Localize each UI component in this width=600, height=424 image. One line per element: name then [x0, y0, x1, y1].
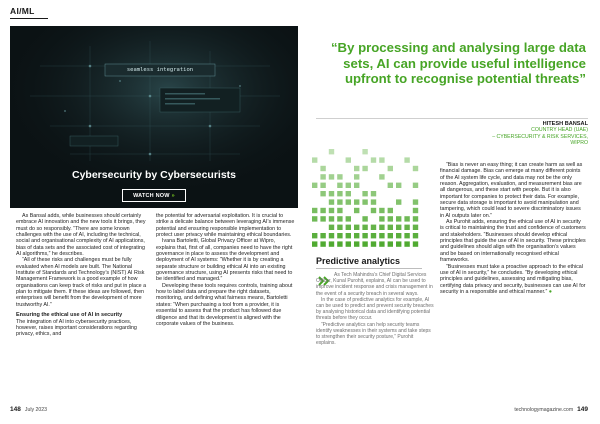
paragraph: “Bias is never an easy thing; it can create harm as well as financial damage. Bias can emerge at many different points of the AI system life cycle, and data may not be the only reason. Aggregation, evaluation, and measurement bias are all dangerous, and these start with people. But it is also important for companies to protect their data. For example, secure data storage is important to avoid manipulation and tampering, which could lead to severe discriminatory issues in AI outputs later on.” [440, 162, 583, 219]
grid-dot [413, 225, 418, 230]
subheading: Ensuring the ethical use of AI in security [16, 312, 123, 319]
decorative-dot-grid [312, 149, 422, 249]
ad-screen-text: seamless integration [126, 67, 194, 73]
grid-dot [329, 233, 334, 238]
grid-dot [337, 174, 342, 179]
grid-dot [320, 208, 325, 213]
article-column-1 [16, 213, 148, 338]
site-url[interactable]: technologymagazine.com [514, 407, 574, 413]
grid-dot [320, 216, 325, 221]
paragraph-text: “Businesses must take a proactive approach to the ethical use of AI in security,” he concludes. “By developing ethical principles and guidelines, assessing and mitigating bias, certifying data privacy and security, businesses can use AI for security in a responsible and ethical manner.” [440, 263, 586, 295]
grid-dot [379, 208, 384, 213]
paragraph: As Bansal adds, while businesses should certainly embrace AI innovation and the new tools it brings, they must do so responsibly. “There are some known challenges with the use of AI, including the technical, social and organisational complexity of AI applications, bias of data sets and the associated cost of integrating AI algorithms,” he describes. [16, 213, 146, 258]
grid-dot [388, 166, 393, 171]
grid-dot [404, 241, 409, 246]
grid-dot [371, 225, 376, 230]
grid-dot [337, 233, 342, 238]
grid-dot [404, 157, 409, 162]
byline-role-3: WIPRO [570, 140, 588, 147]
paragraph: Ivana Bartoletti, Global Privacy Officer at Wipro, explains that, first of all, companies need to have the right governance in place to assess the development and deployment of AI systems: “Whether it is by creating a separate structure or building ethical AI into an existing governance structure, using AI presents risks that need to be identified and managed.” [156, 238, 293, 283]
grid-dot [362, 149, 367, 154]
grid-dot [371, 233, 376, 238]
grid-dot [413, 233, 418, 238]
pull-quote: “By processing and analysing large data sets, AI can provide useful intelligence upfront to recognise potential threats” [330, 40, 586, 86]
end-mark-icon: ● [548, 288, 552, 295]
grid-dot [396, 216, 401, 221]
grid-dot [379, 225, 384, 230]
grid-dot [396, 183, 401, 188]
grid-dot [379, 233, 384, 238]
grid-dot [337, 241, 342, 246]
grid-dot [388, 216, 393, 221]
grid-dot [413, 241, 418, 246]
paragraph [440, 264, 586, 296]
grid-dot [346, 233, 351, 238]
issue-date: July 2023 [24, 407, 48, 413]
grid-dot [337, 183, 342, 188]
byline [492, 121, 588, 147]
section-tag-rule [10, 18, 48, 19]
section-tag: AI/ML [10, 6, 35, 16]
grid-dot [379, 157, 384, 162]
grid-dot [388, 225, 393, 230]
grid-dot [413, 166, 418, 171]
grid-dot [320, 183, 325, 188]
page-number-left: 148 [10, 406, 21, 413]
grid-dot [329, 208, 334, 213]
sidebar-title: Predictive analytics [316, 256, 401, 266]
grid-dot [362, 166, 367, 171]
grid-dot [312, 241, 317, 246]
paragraph: “All of these risks and challenges must be fully evaluated when AI models are built. The National Institute of Standards and Technology’s (NIST) AI Risk Management Framework is a good example of how organisations can keep track of risks and put in place a plan to mitigate them. If these ideas are followed, then enterprises will benefit from the development of more trustworthy AI.” [16, 257, 147, 308]
double-chevron-icon: » [171, 192, 175, 199]
grid-dot [312, 183, 317, 188]
grid-dot [371, 241, 376, 246]
grid-dot [337, 191, 342, 196]
grid-dot [404, 233, 409, 238]
grid-dot [396, 199, 401, 204]
grid-dot [362, 225, 367, 230]
paragraph: As Purohit adds, ensuring the ethical use of AI in security is critical to maintaining the trust and confidence of customers and stakeholders. “Businesses should develop ethical principles that guide the use of AI in security. These principles and guidelines should align with the organisation’s values and be based on internationally recognised ethical frameworks. [440, 219, 586, 264]
grid-dot [371, 157, 376, 162]
paragraph: In the case of predictive analytics for example, AI can be used to predict and prevent security breaches by analysing historical data and identifying potential threats before they occur. [316, 296, 434, 322]
grid-dot [388, 241, 393, 246]
grid-dot [354, 199, 359, 204]
grid-dot [371, 199, 376, 204]
paragraph: The integration of AI into cybersecurity practices, however, raises important considerations regarding privacy, ethics, and [16, 318, 137, 338]
grid-dot [337, 208, 342, 213]
paragraph: “Predictive analytics can help security teams identify weaknesses in their systems and take steps to strengthen their security posture,” Purohit explains. [316, 321, 431, 347]
grid-dot [329, 216, 334, 221]
grid-dot [329, 149, 334, 154]
byline-role-2: – CYBERSECURITY & RISK SERVICES, [492, 133, 588, 140]
page-number-right: 149 [577, 406, 588, 413]
watch-now-button[interactable] [122, 189, 186, 202]
grid-dot [329, 191, 334, 196]
footer-right [514, 406, 588, 413]
grid-dot [413, 183, 418, 188]
grid-dot [346, 225, 351, 230]
grid-dot [337, 225, 342, 230]
grid-dot [371, 208, 376, 213]
grid-dot [362, 233, 367, 238]
sidebar-divider [316, 268, 422, 269]
sidebar-text [316, 272, 434, 346]
grid-dot [413, 208, 418, 213]
grid-dot [346, 157, 351, 162]
footer-left [10, 406, 47, 413]
paragraph: the potential for adversarial exploitation. It is crucial to strike a delicate balance between leveraging AI’s immense potential and ensuring responsible implementation to protect user privacy while maintaining ethical boundaries. [156, 213, 295, 239]
grid-dot [312, 157, 317, 162]
grid-dot [354, 183, 359, 188]
grid-dot [388, 208, 393, 213]
grid-dot [396, 241, 401, 246]
grid-dot [354, 225, 359, 230]
paragraph: As Tech Mahindra’s Chief Digital Services Officer, Kunal Purohit, explains, AI can be used to improve incident response and crisis management in the event of a security breach in several ways. [316, 272, 433, 297]
grid-dot [320, 233, 325, 238]
grid-dot [362, 199, 367, 204]
grid-dot [337, 199, 342, 204]
grid-dot [329, 174, 334, 179]
grid-dot [329, 241, 334, 246]
quote-divider [316, 118, 588, 119]
grid-dot [354, 241, 359, 246]
grid-dot [413, 199, 418, 204]
grid-dot [404, 225, 409, 230]
grid-dot [362, 216, 367, 221]
grid-dot [337, 216, 342, 221]
ad-title: Cybersecurity by Cybersecurists [72, 169, 236, 181]
grid-dot [362, 241, 367, 246]
grid-dot [346, 183, 351, 188]
grid-dot [312, 233, 317, 238]
grid-dot [346, 216, 351, 221]
grid-dot [320, 241, 325, 246]
grid-dot [346, 199, 351, 204]
paragraph: Developing these tools requires controls, training about how to label data and prepare the right datasets, monitoring, and defining what fairness means, Bartoletti states: “When purchasing a tool from a provider, it is essential to assess that the product has followed due diligence and that its development is aligned with the corporate values of the business. [156, 282, 293, 327]
grid-dot [413, 216, 418, 221]
grid-dot [388, 233, 393, 238]
grid-dot [320, 191, 325, 196]
grid-dot [320, 174, 325, 179]
grid-dot [354, 166, 359, 171]
grid-dot [312, 208, 317, 213]
grid-dot [354, 174, 359, 179]
grid-dot [396, 233, 401, 238]
watch-now-label: WATCH NOW [133, 192, 170, 199]
article-column-3 [440, 162, 586, 295]
byline-name: HITESH BANSAL [542, 121, 588, 127]
grid-dot [346, 241, 351, 246]
byline-role-1: COUNTRY HEAD (UAE) [531, 127, 588, 134]
grid-dot [329, 225, 334, 230]
grid-dot [379, 241, 384, 246]
article-column-2 [156, 213, 296, 327]
grid-dot [371, 191, 376, 196]
grid-dot [388, 183, 393, 188]
grid-dot [312, 216, 317, 221]
grid-dot [404, 216, 409, 221]
grid-dot [320, 166, 325, 171]
video-advertisement[interactable] [10, 26, 298, 208]
grid-dot [346, 191, 351, 196]
grid-dot [362, 191, 367, 196]
grid-dot [329, 199, 334, 204]
grid-dot [379, 174, 384, 179]
grid-dot [354, 208, 359, 213]
grid-dot [379, 216, 384, 221]
grid-dot [354, 233, 359, 238]
grid-dot [396, 225, 401, 230]
